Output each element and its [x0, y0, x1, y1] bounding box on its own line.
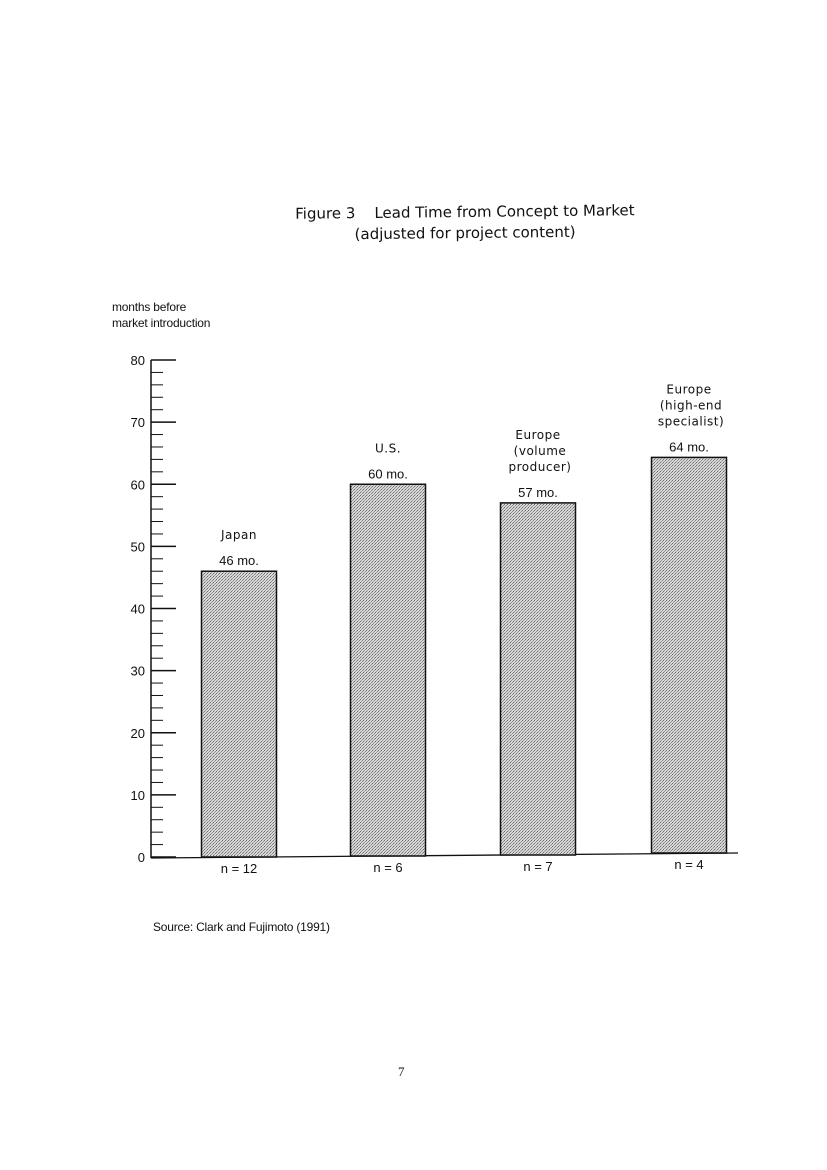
bar-value-label: 64 mo.: [669, 439, 709, 455]
y-tick-label: 20: [130, 725, 145, 741]
y-tick-label: 50: [130, 539, 145, 555]
bar-labels: [219, 382, 724, 876]
category-label: Europe: [515, 427, 561, 442]
y-tick-label: 60: [130, 477, 145, 493]
y-tick-label: 0: [137, 850, 145, 865]
bar-value-label: 46 mo.: [219, 553, 259, 569]
category-label: (volume: [513, 443, 567, 458]
y-tick-label: 10: [130, 787, 145, 803]
bar: [501, 503, 576, 855]
y-tick-label: 70: [130, 415, 145, 431]
y-tick-label: 30: [130, 663, 145, 679]
sample-size-label: n = 4: [674, 857, 704, 872]
category-label: Europe: [666, 382, 712, 397]
bar: [202, 571, 277, 857]
bars: [202, 457, 727, 857]
category-label: specialist): [657, 414, 725, 429]
sample-size-label: n = 7: [523, 859, 553, 874]
bar: [652, 457, 727, 853]
source-note: Source: Clark and Fujimoto (1991): [153, 920, 330, 934]
y-axis-label-line-2: market introduction: [112, 316, 211, 330]
category-label: (high-end: [659, 398, 723, 413]
bar-value-label: 57 mo.: [518, 484, 558, 500]
category-label: producer): [508, 459, 572, 474]
page-number: 7: [398, 1064, 405, 1079]
sample-size-label: n = 12: [220, 861, 258, 876]
bar: [351, 484, 426, 856]
category-label: Japan: [221, 528, 257, 543]
y-axis-label-line-1: months before: [112, 300, 187, 314]
y-tick-label: 80: [130, 353, 145, 368]
bar-value-label: 60 mo.: [368, 466, 408, 482]
sample-size-label: n = 6: [373, 860, 403, 875]
chart-title-line-1: Figure 3 Lead Time from Concept to Market: [295, 201, 635, 223]
chart-title-line-2: (adjusted for project content): [354, 222, 576, 244]
y-tick-label: 40: [130, 601, 145, 617]
category-label: U.S.: [374, 441, 402, 456]
